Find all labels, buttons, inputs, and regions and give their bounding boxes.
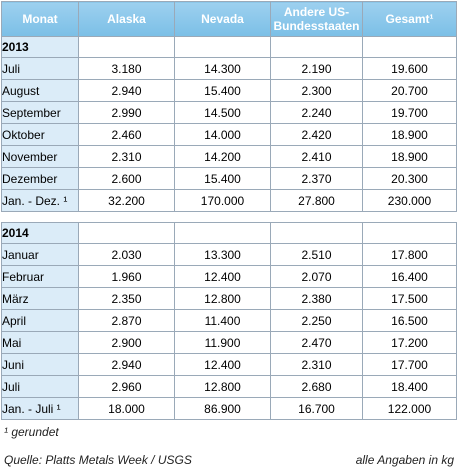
value-cell: 14.000: [175, 124, 271, 146]
row-label: März: [2, 288, 79, 310]
value-cell: 32.200: [79, 190, 175, 212]
row-label: Oktober: [2, 124, 79, 146]
year-row: [2, 37, 457, 58]
value-cell: 18.900: [363, 124, 457, 146]
value-cell: 17.200: [363, 332, 457, 354]
row-label: Jan. - Juli ¹: [2, 398, 79, 420]
value-cell: 17.800: [363, 244, 457, 266]
value-cell: 2.410: [271, 146, 363, 168]
table-row: [2, 168, 457, 190]
table-row: [2, 288, 457, 310]
source-note: Quelle: Platts Metals Week / USGS: [4, 453, 192, 467]
value-cell: 20.300: [363, 168, 457, 190]
row-label: Juli: [2, 58, 79, 80]
header-nevada: Nevada: [175, 2, 271, 37]
year-label: 2013: [2, 37, 79, 58]
table-row: [2, 354, 457, 376]
value-cell: 2.250: [271, 310, 363, 332]
value-cell: 16.500: [363, 310, 457, 332]
header-month: Monat: [2, 2, 79, 37]
value-cell: 15.400: [175, 168, 271, 190]
value-cell: 18.400: [363, 376, 457, 398]
value-cell: 18.900: [363, 146, 457, 168]
value-cell: 17.700: [363, 354, 457, 376]
value-cell: 20.700: [363, 80, 457, 102]
value-cell: 2.310: [271, 354, 363, 376]
value-cell: 2.420: [271, 124, 363, 146]
value-cell: 12.800: [175, 376, 271, 398]
table-row: [2, 244, 457, 266]
row-label: Januar: [2, 244, 79, 266]
footnote: ¹ gerundet: [4, 425, 59, 439]
header-alaska: Alaska: [79, 2, 175, 37]
value-cell: 2.460: [79, 124, 175, 146]
table-row: [2, 58, 457, 80]
table-row: [2, 398, 457, 420]
empty-cell: [271, 223, 363, 244]
row-label: April: [2, 310, 79, 332]
value-cell: 27.800: [271, 190, 363, 212]
value-cell: 11.400: [175, 310, 271, 332]
value-cell: 2.190: [271, 58, 363, 80]
value-cell: 2.940: [79, 354, 175, 376]
empty-cell: [175, 37, 271, 58]
empty-cell: [363, 223, 457, 244]
value-cell: 2.350: [79, 288, 175, 310]
value-cell: 14.500: [175, 102, 271, 124]
value-cell: 230.000: [363, 190, 457, 212]
value-cell: 16.400: [363, 266, 457, 288]
row-label: Februar: [2, 266, 79, 288]
table-row: [2, 310, 457, 332]
value-cell: 2.370: [271, 168, 363, 190]
row-label: Mai: [2, 332, 79, 354]
spacer-cell: [2, 212, 457, 223]
row-label: Dezember: [2, 168, 79, 190]
value-cell: 2.600: [79, 168, 175, 190]
year-row: [2, 223, 457, 244]
empty-cell: [175, 223, 271, 244]
value-cell: 11.900: [175, 332, 271, 354]
value-cell: 14.300: [175, 58, 271, 80]
value-cell: 2.310: [79, 146, 175, 168]
row-label: Juli: [2, 376, 79, 398]
section-spacer: [2, 212, 457, 223]
value-cell: 2.380: [271, 288, 363, 310]
row-label: November: [2, 146, 79, 168]
value-cell: 2.070: [271, 266, 363, 288]
value-cell: 15.400: [175, 80, 271, 102]
value-cell: 18.000: [79, 398, 175, 420]
value-cell: 12.400: [175, 266, 271, 288]
value-cell: 2.240: [271, 102, 363, 124]
value-cell: 13.300: [175, 244, 271, 266]
value-cell: 12.800: [175, 288, 271, 310]
row-label: August: [2, 80, 79, 102]
header-row: [2, 2, 457, 37]
value-cell: 2.870: [79, 310, 175, 332]
empty-cell: [363, 37, 457, 58]
value-cell: 14.200: [175, 146, 271, 168]
table-row: [2, 102, 457, 124]
value-cell: 3.180: [79, 58, 175, 80]
value-cell: 86.900: [175, 398, 271, 420]
row-label: Jan. - Dez. ¹: [2, 190, 79, 212]
empty-cell: [79, 223, 175, 244]
value-cell: 19.700: [363, 102, 457, 124]
value-cell: 2.900: [79, 332, 175, 354]
header-total: Gesamt¹: [363, 2, 457, 37]
value-cell: 2.300: [271, 80, 363, 102]
value-cell: 2.960: [79, 376, 175, 398]
production-table: [1, 1, 457, 420]
row-label: Juni: [2, 354, 79, 376]
value-cell: 2.990: [79, 102, 175, 124]
value-cell: 19.600: [363, 58, 457, 80]
value-cell: 17.500: [363, 288, 457, 310]
table-row: [2, 124, 457, 146]
value-cell: 16.700: [271, 398, 363, 420]
value-cell: 2.680: [271, 376, 363, 398]
table-row: [2, 146, 457, 168]
table-row: [2, 332, 457, 354]
year-label: 2014: [2, 223, 79, 244]
header-other-states: Andere US-Bundesstaaten: [271, 2, 363, 37]
value-cell: 2.470: [271, 332, 363, 354]
value-cell: 12.400: [175, 354, 271, 376]
table-row: [2, 266, 457, 288]
row-label: September: [2, 102, 79, 124]
empty-cell: [271, 37, 363, 58]
value-cell: 1.960: [79, 266, 175, 288]
value-cell: 170.000: [175, 190, 271, 212]
empty-cell: [79, 37, 175, 58]
table-row: [2, 190, 457, 212]
unit-note: alle Angaben in kg: [355, 453, 454, 467]
value-cell: 2.030: [79, 244, 175, 266]
value-cell: 122.000: [363, 398, 457, 420]
value-cell: 2.940: [79, 80, 175, 102]
table-row: [2, 376, 457, 398]
value-cell: 2.510: [271, 244, 363, 266]
table-row: [2, 80, 457, 102]
